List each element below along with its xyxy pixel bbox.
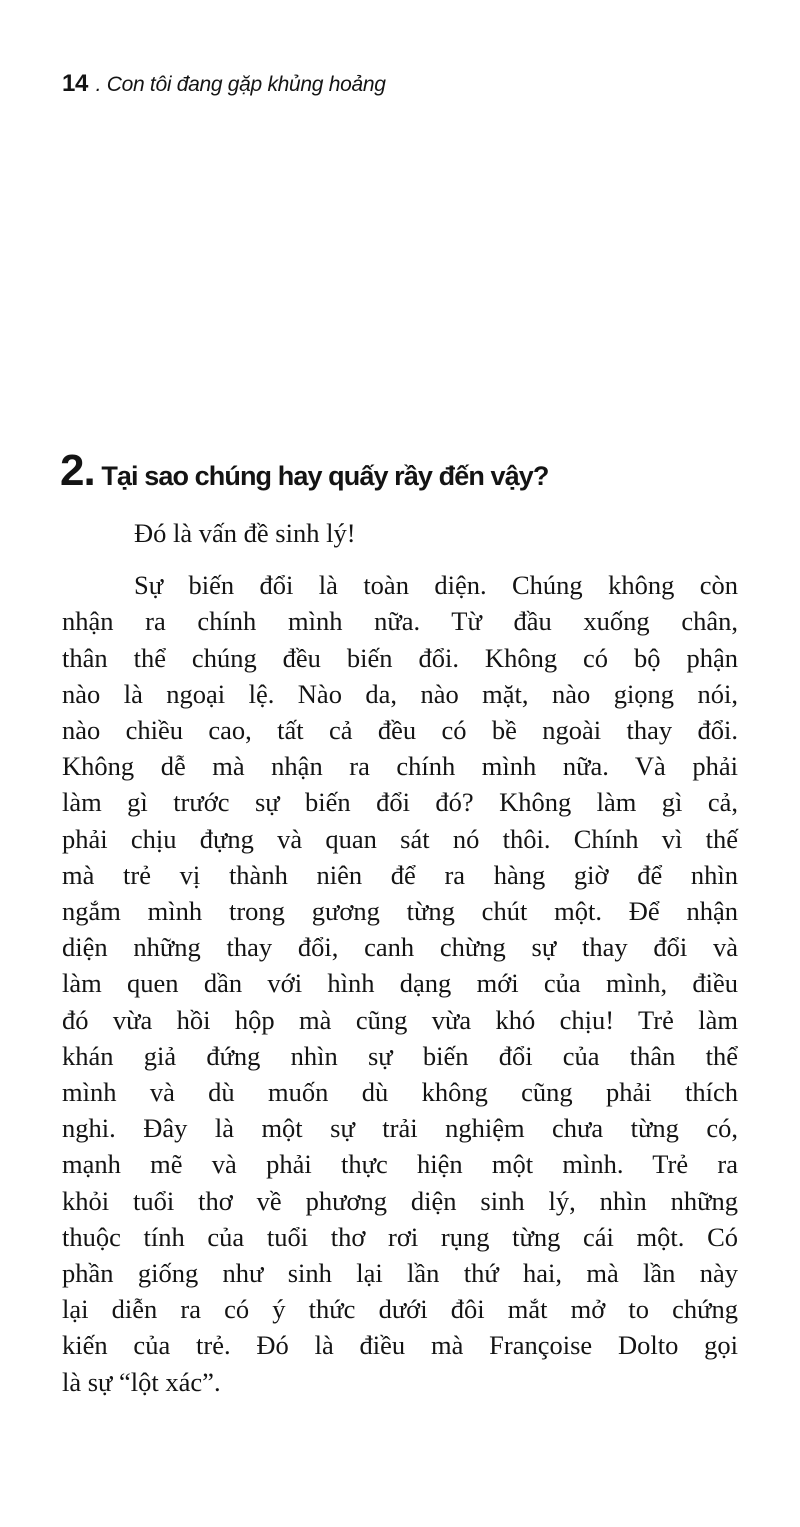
paragraph-line: làm quen dần với hình dạng mới của mình, điều <box>62 968 738 999</box>
paragraph-line: lại diễn ra có ý thức dưới đôi mắt mở to chứng <box>62 1294 738 1325</box>
paragraph-line: kiến của trẻ. Đó là điều mà Françoise Dolto gọi <box>62 1330 738 1361</box>
paragraph-line: nghi. Đây là một sự trải nghiệm chưa từng có, <box>62 1113 738 1144</box>
paragraph-line: mình và dù muốn dù không cũng phải thích <box>62 1077 738 1108</box>
section-title: Tại sao chúng hay quấy rầy đến vậy? <box>101 461 549 491</box>
paragraph-line: Sự biến đổi là toàn diện. Chúng không còn <box>134 570 738 601</box>
paragraph-line: là sự “lột xác”. <box>62 1366 221 1397</box>
paragraph-line: khán giả đứng nhìn sự biến đổi của thân thể <box>62 1040 738 1071</box>
paragraph-line: ngắm mình trong gương từng chút một. Để nhận <box>62 896 738 927</box>
paragraph-line: phải chịu đựng và quan sát nó thôi. Chính vì thế <box>62 823 738 854</box>
main-paragraph <box>62 567 738 1400</box>
paragraph-line: nào là ngoại lệ. Nào da, nào mặt, nào giọng nói, <box>62 678 738 709</box>
running-head <box>62 70 386 98</box>
paragraph-line: Không dễ mà nhận ra chính mình nữa. Và phải <box>62 751 738 782</box>
lead-sentence: Đó là vấn đề sinh lý! <box>134 518 356 548</box>
paragraph-line: phần giống như sinh lại lần thứ hai, mà lần này <box>62 1258 738 1289</box>
section-number: 2. <box>60 446 95 495</box>
paragraph-line: thuộc tính của tuổi thơ rơi rụng từng cái một. Có <box>62 1221 738 1252</box>
paragraph-line: nào chiều cao, tất cả đều có bề ngoài thay đổi. <box>62 715 738 746</box>
paragraph-line: khỏi tuổi thơ về phương diện sinh lý, nhìn những <box>62 1185 738 1216</box>
paragraph-line: diện những thay đổi, canh chừng sự thay đổi và <box>62 932 738 963</box>
section-heading <box>60 446 548 496</box>
body-text <box>62 515 738 1400</box>
paragraph-line: nhận ra chính mình nữa. Từ đầu xuống chân, <box>62 606 738 637</box>
paragraph-line: mà trẻ vị thành niên để ra hàng giờ để nhìn <box>62 859 738 890</box>
page-number: 14 <box>62 70 89 97</box>
running-head-separator: . <box>95 73 102 96</box>
paragraph-line: làm gì trước sự biến đổi đó? Không làm gì cả, <box>62 787 738 818</box>
book-title: Con tôi đang gặp khủng hoảng <box>106 73 386 96</box>
paragraph-line: đó vừa hồi hộp mà cũng vừa khó chịu! Trẻ làm <box>62 1004 738 1035</box>
paragraph-line: mạnh mẽ và phải thực hiện một mình. Trẻ ra <box>62 1149 738 1180</box>
paragraph-line: thân thể chúng đều biến đổi. Không có bộ phận <box>62 642 738 673</box>
